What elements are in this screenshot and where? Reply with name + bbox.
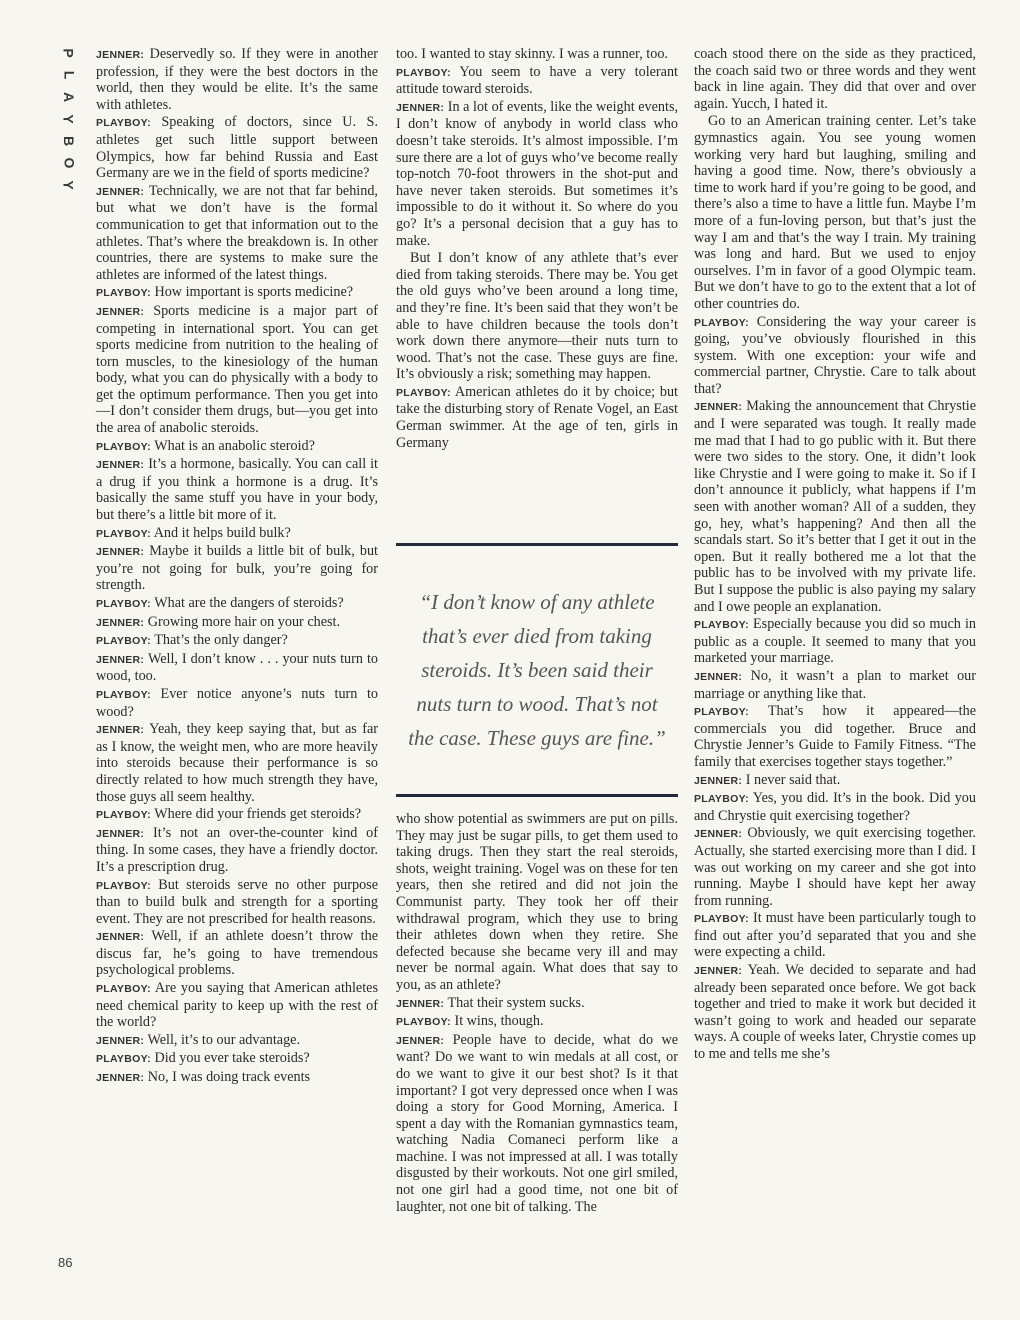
- interview-paragraph: [96, 543, 378, 594]
- interview-paragraph: [96, 1069, 378, 1087]
- interview-paragraph: [96, 806, 378, 824]
- paragraph-text: Technically, we are not that far behind, but what we don’t have is the formal communication to get that information out to the athletes. That’s where the breakdown is. In other countries, there are systems to make sure the athletes are informed of the latest things.: [96, 182, 378, 283]
- speaker-label: PLAYBOY:: [96, 1053, 151, 1066]
- speaker-label: JENNER:: [694, 828, 743, 841]
- speaker-label: JENNER:: [396, 1034, 445, 1047]
- interview-paragraph: [694, 772, 976, 790]
- speaker-label: PLAYBOY:: [694, 706, 749, 719]
- paragraph-text: What is an anabolic steroid?: [154, 437, 315, 454]
- paragraph-text: It’s not an over-the-counter kind of thing. In some cases, they have a friendly doctor. It’s a prescription drug.: [96, 824, 378, 875]
- speaker-label: PLAYBOY:: [96, 688, 151, 701]
- logo-letter: L: [61, 70, 77, 80]
- logo-letter: Y: [61, 114, 77, 124]
- speaker-label: JENNER:: [96, 459, 145, 472]
- interview-paragraph: [96, 928, 378, 979]
- column-2-top: [396, 46, 678, 452]
- paragraph-text: Speaking of doctors, since U. S. athletes get such little support between Olympics, how far behind Russia and East Germany are we in the field of sports medicine?: [96, 114, 378, 182]
- paragraph-text: Where did your friends get steroids?: [154, 806, 362, 823]
- paragraph-text: Maybe it builds a little bit of bulk, but you’re not going for bulk, you’re going for strength.: [96, 543, 378, 594]
- paragraph-text: Ever notice anyone’s nuts turn to wood?: [96, 685, 378, 720]
- interview-paragraph: [96, 1032, 378, 1050]
- interview-paragraph: [694, 314, 976, 398]
- pull-quote-box: [396, 543, 678, 797]
- speaker-label: PLAYBOY:: [96, 287, 151, 300]
- interview-paragraph: [96, 284, 378, 302]
- logo-letter: Y: [61, 180, 77, 190]
- speaker-label: JENNER:: [96, 305, 145, 318]
- logo-letter: P: [61, 48, 77, 58]
- paragraph-text: Considering the way your career is going, you’ve obviously flourished in this system. With one exception: your wife and commercial partner, Chrystie. Care to talk about that?: [694, 313, 977, 397]
- interview-paragraph: [694, 398, 976, 615]
- interview-paragraph: [96, 721, 378, 805]
- speaker-label: JENNER:: [694, 670, 743, 683]
- interview-paragraph: [694, 113, 976, 312]
- interview-paragraph: [694, 703, 976, 770]
- paragraph-text: People have to decide, what do we want? Do we want to win medals at all cost, or do we want to give it our best shot? Is it that important? I got very depressed once when I was doing a story for Good Morning, America. I spent a day with the Romanian gymnastics team, watching Nadia Comaneci perform like a machine. I was not impressed at all. I was totally disgusted by their workouts. Not one girl smiled, not one girl had a good time, not one bit of laughter, not one bit of talking. The: [396, 1031, 678, 1215]
- paragraph-text: That’s how it appeared—the commercials you did together. Bruce and Chrystie Jenner’s Guide to Family Fitness. “The family that exercises together stays together.”: [694, 703, 976, 770]
- paragraph-text: Growing more hair on your chest.: [147, 613, 341, 630]
- interview-paragraph: [96, 183, 378, 284]
- interview-paragraph: [96, 595, 378, 613]
- interview-paragraph: [96, 651, 378, 685]
- paragraph-text: Obviously, we quit exercising together. Actually, she started exercising more than I did. I was out working on my career and she got into running. Maybe I should have kept her away from running.: [694, 825, 976, 909]
- speaker-label: JENNER:: [694, 401, 743, 414]
- paragraph-text: That’s the only danger?: [154, 632, 288, 649]
- paragraph-text: Well, I don’t know . . . your nuts turn to wood, too.: [96, 650, 378, 685]
- interview-paragraph: [396, 811, 678, 994]
- interview-paragraph: [96, 114, 378, 181]
- interview-paragraph: [96, 456, 378, 523]
- speaker-label: PLAYBOY:: [96, 983, 151, 996]
- speaker-label: PLAYBOY:: [96, 598, 151, 610]
- speaker-label: JENNER:: [96, 185, 145, 198]
- interview-paragraph: [396, 250, 678, 383]
- logo-letter: O: [60, 157, 77, 169]
- paragraph-text: How important is sports medicine?: [154, 284, 354, 301]
- paragraph-text: Are you saying that American athletes need chemical parity to keep up with the rest of the world?: [96, 980, 378, 1031]
- speaker-label: PLAYBOY:: [396, 66, 451, 79]
- interview-paragraph: [396, 1032, 678, 1216]
- interview-paragraph: [96, 525, 378, 543]
- speaker-label: JENNER:: [96, 546, 145, 559]
- paragraph-text: It’s a hormone, basically. You can call it a drug if you think a hormone is a drug. It’s basically the same stuff you have in your body, but there’s a little bit more of it.: [96, 456, 378, 524]
- speaker-label: PLAYBOY:: [694, 793, 749, 806]
- paragraph-text: who show potential as swimmers are put on pills. They may just be sugar pills, to get them used to taking drugs. Then they start the real steroids, shots, weight training. Vogel was on these for ten years, then she retired and did not join the Communist party. They took her off their withdrawal program, which they use to bring their athletes down when they retire. She defected because she became very ill and may never be normal again. What does that say to you, as an athlete?: [396, 811, 678, 993]
- interview-paragraph: [694, 668, 976, 702]
- paragraph-text: Especially because you did so much in public as a couple. It seemed to many that you marketed your marriage.: [694, 616, 976, 667]
- page-number: 86: [58, 1255, 73, 1270]
- interview-paragraph: [96, 46, 378, 113]
- paragraph-text: And it helps build bulk?: [153, 524, 291, 541]
- paragraph-text: Yes, you did. It’s in the book. Did you and Chrystie quit exercising together?: [694, 790, 976, 824]
- logo-letter: A: [61, 91, 77, 103]
- paragraph-text: Yeah. We decided to separate and had already been separated once before. We got back together and tried to make it work but decided it wasn’t going to work and headed our separate ways. A couple of weeks later, Chrystie comes up to me and tells me she’s: [694, 962, 976, 1063]
- speaker-label: JENNER:: [396, 101, 445, 114]
- speaker-label: PLAYBOY:: [396, 1016, 451, 1029]
- paragraph-text: Go to an American training center. Let’s take gymnastics again. You see young women working very hard but laughing, smiling and having a good time. Now, there’s obviously a time to work hard if you’re going to be good, and there’s also a time to have a little fun. Maybe I’m more of a fun-loving person, but that’s just the way I am and that’s the way I train. My training was long and hard. But we used to enjoy ourselves. I’m in favor of a good Olympic team. But we don’t have to go to the extent that a lot of other countries do.: [694, 113, 976, 312]
- interview-paragraph: [396, 1013, 678, 1031]
- paragraph-text: It wins, though.: [454, 1013, 544, 1030]
- speaker-label: PLAYBOY:: [96, 809, 151, 822]
- playboy-vertical-logo: [60, 44, 78, 194]
- paragraph-text: Yeah, they keep saying that, but as far as I know, the weight men, who are more heavily into steroids because their performance is so directly related to how much strength they have, those guys all seem healthy.: [96, 721, 378, 805]
- speaker-label: PLAYBOY:: [396, 386, 451, 399]
- interview-paragraph: [96, 438, 378, 456]
- interview-paragraph: [96, 1050, 378, 1068]
- logo-letter: B: [61, 135, 77, 147]
- interview-paragraph: [96, 686, 378, 720]
- paragraph-text: But steroids serve no other purpose than to build bulk and strength for a sporting event. They are not prescribed for health reasons.: [96, 876, 378, 927]
- speaker-label: JENNER:: [96, 616, 145, 629]
- interview-paragraph: [96, 877, 378, 928]
- column-3: [694, 46, 976, 1064]
- paragraph-text: Sports medicine is a major part of competing in international sport. You can get sports medicine from nutrition to the healing of torn muscles, to the kinesiology of the human body, what you can do physically with a body to get the optimum performance. Then you get into—I don’t consider them drugs, but—you get into the area of anabolic steroids.: [96, 302, 379, 437]
- interview-paragraph: [694, 46, 976, 112]
- interview-paragraph: [694, 616, 976, 667]
- speaker-label: PLAYBOY:: [694, 913, 749, 926]
- speaker-label: JENNER:: [96, 1072, 145, 1085]
- speaker-label: JENNER:: [96, 931, 145, 944]
- speaker-label: JENNER:: [96, 827, 145, 840]
- speaker-label: PLAYBOY:: [96, 635, 151, 648]
- paragraph-text: I never said that.: [745, 771, 841, 788]
- interview-paragraph: [96, 980, 378, 1031]
- paragraph-text: But I don’t know of any athlete that’s ever died from taking steroids. There may be. You get the old guys who’ve been around a long time, and they’re fine. It’s been said that they won’t be able to have children because the tools don’t work down there anymore—their nuts turn to wood. That’s not the case. These guys are fine. It’s obviously a risk; something may happen.: [396, 250, 678, 383]
- interview-paragraph: [396, 384, 678, 451]
- paragraph-text: coach stood there on the side as they practiced, the coach said two or three words and they went back in line again. They did that over and over again. Yucch, I hated it.: [694, 46, 976, 112]
- speaker-label: PLAYBOY:: [96, 879, 151, 892]
- pull-quote-text: “I don’t know of any athlete that’s ever died from taking steroids. It’s been said their nuts turn to wood. That’s not the case. These guys are fine.”: [408, 590, 666, 750]
- interview-paragraph: [694, 910, 976, 961]
- interview-paragraph: [694, 962, 976, 1063]
- speaker-label: JENNER:: [396, 997, 445, 1010]
- speaker-label: JENNER:: [96, 49, 145, 61]
- paragraph-text: That their system sucks.: [447, 994, 585, 1011]
- speaker-label: PLAYBOY:: [96, 117, 151, 130]
- paragraph-text: American athletes do it by choice; but take the disturbing story of Renate Vogel, an East German swimmer. At the age of ten, girls in Germany: [396, 383, 678, 451]
- paragraph-text: You seem to have a very tolerant attitude toward steroids.: [396, 63, 678, 98]
- paragraph-text: It must have been particularly tough to find out after you’d separated that you and she were expecting a child.: [694, 910, 976, 961]
- speaker-label: PLAYBOY:: [96, 527, 151, 540]
- speaker-label: JENNER:: [96, 653, 145, 666]
- speaker-label: JENNER:: [694, 774, 743, 787]
- paragraph-text: too. I wanted to stay skinny. I was a runner, too.: [396, 46, 668, 62]
- speaker-label: PLAYBOY:: [694, 316, 749, 329]
- paragraph-text: No, I was doing track events: [147, 1069, 311, 1086]
- paragraph-text: What are the dangers of steroids?: [154, 595, 344, 611]
- speaker-label: JENNER:: [96, 724, 145, 737]
- interview-paragraph: [396, 99, 678, 249]
- paragraph-text: Making the announcement that Chrystie and I were separated was tough. It really made me mad that I had to go public with it. But there were two sides to the story. One, it didn’t look like Chrystie and I were going to make it. So if I don’t announce it publicly, what happens if I’m seen with another woman? All of a sudden, they go, hey, what’s happening? And then all the scandals start. So it’s better that I get it out in the open. But it really bothered me a lot that the public has to be involved with my private life. But I suppose the public is also paying my salary and I owe people an explanation.: [694, 398, 977, 615]
- speaker-label: PLAYBOY:: [96, 440, 151, 453]
- speaker-label: JENNER:: [96, 1034, 145, 1047]
- interview-paragraph: [694, 790, 976, 824]
- interview-paragraph: [396, 46, 678, 63]
- interview-paragraph: [694, 825, 976, 909]
- column-2-bottom: [396, 811, 678, 1216]
- paragraph-text: Deservedly so. If they were in another profession, if they were the best doctors in the world, then they would be elite. It’s the same with athletes.: [96, 46, 378, 113]
- paragraph-text: Well, it’s to our advantage.: [147, 1031, 301, 1048]
- paragraph-text: No, it wasn’t a plan to market our marriage or anything like that.: [694, 667, 977, 702]
- paragraph-text: Did you ever take steroids?: [154, 1050, 310, 1067]
- interview-paragraph: [96, 303, 378, 437]
- interview-paragraph: [96, 825, 378, 876]
- interview-paragraph: [396, 64, 678, 98]
- interview-paragraph: [96, 614, 378, 632]
- interview-paragraph: [96, 632, 378, 650]
- speaker-label: PLAYBOY:: [694, 619, 749, 632]
- paragraph-text: In a lot of events, like the weight events, I don’t know of anybody in world class who doesn’t take steroids. It’s almost impossible. I’m sure there are a lot of guys who’ve become really top-notch 70-foot throwers in the shot-put and have never taken steroids. But sometimes it’s impossible to do it without it. So where do you go? It’s a personal decision that a guy has to make.: [396, 98, 679, 249]
- column-1: [96, 46, 378, 1088]
- speaker-label: JENNER:: [694, 965, 743, 978]
- interview-paragraph: [396, 995, 678, 1013]
- paragraph-text: Well, if an athlete doesn’t throw the discus far, he’s going to have tremendous psychological problems.: [96, 928, 378, 979]
